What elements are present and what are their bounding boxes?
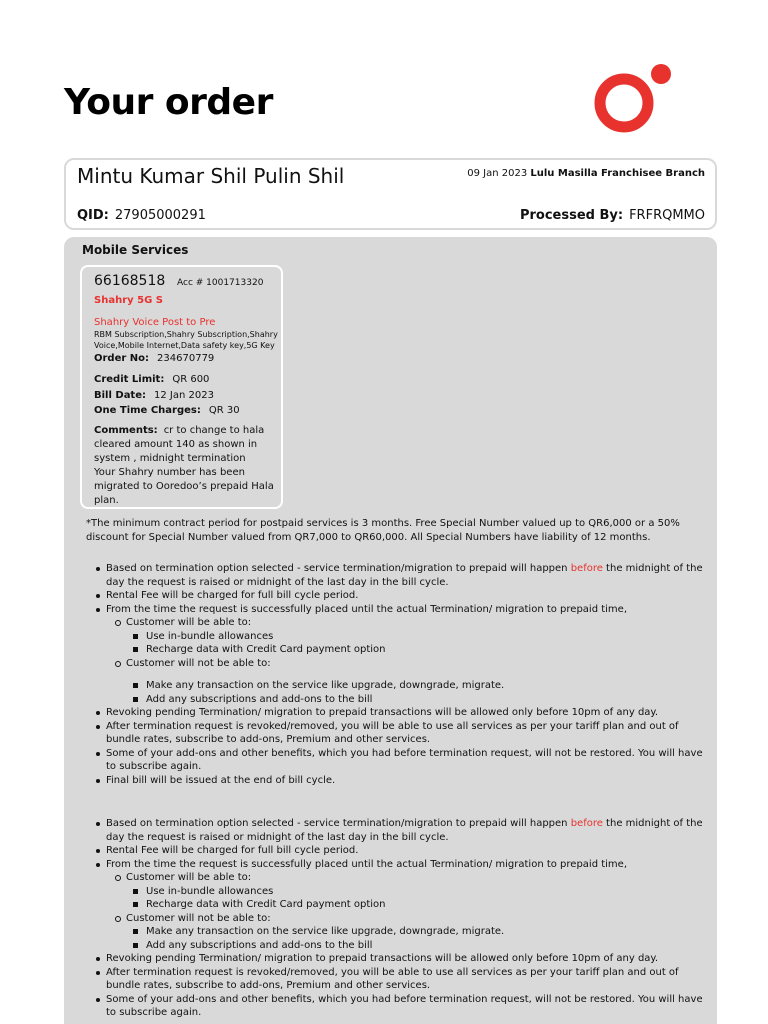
credit-limit <box>94 374 209 385</box>
bill-date <box>94 390 214 401</box>
list-item: From the time the request is successfully placed until the actual Termination/ migration to prepaid time, <box>86 603 706 617</box>
list-item: Final bill will be issued at the end of bill cycle. <box>86 774 706 788</box>
services-title: Mobile Services <box>82 243 189 257</box>
order-number <box>94 353 214 364</box>
list-item: Use in-bundle allowances <box>86 630 706 644</box>
credit-value: QR 600 <box>172 374 210 385</box>
processed-by <box>520 208 705 223</box>
list-item: After termination request is revoked/removed, you will be able to use all services as per your tariff plan and out of bundle rates, subscribe to add-ons, Premium and other services. <box>86 966 706 993</box>
list-item: Customer will be able to: <box>86 871 706 885</box>
plan-name: Shahry 5G S <box>94 295 163 306</box>
bill-value: 12 Jan 2023 <box>154 390 214 401</box>
list-item: Revoking pending Termination/ migration to prepaid transactions will be allowed only before 10pm of any day. <box>86 706 706 720</box>
list-item: After termination request is revoked/removed, you will be able to use all services as per your tariff plan and out of bundle rates, subscribe to add-ons, Premium and other services. <box>86 720 706 747</box>
list-item: Add any subscriptions and add-ons to the bill <box>86 693 706 707</box>
otc-value: QR 30 <box>208 405 240 416</box>
list-item: Recharge data with Credit Card payment option <box>86 643 706 657</box>
disclaimer: *The minimum contract period for postpaid services is 3 months. Free Special Number valued up to QR6,000 or a 50% discount for Special Number valued from QR7,000 to QR60,000. All Special Numbers have liability of 12 months. <box>86 518 680 543</box>
list-item: Recharge data with Credit Card payment option <box>86 898 706 912</box>
list-item: Rental Fee will be charged for full bill cycle period. <box>86 844 706 858</box>
order-date: 09 Jan 2023 <box>467 168 528 179</box>
terms-list-1 <box>86 562 706 787</box>
list-item: Some of your add-ons and other benefits, which you had before termination request, will not be restored. You will have to subscribe again. <box>86 747 706 774</box>
list-item: Add any subscriptions and add-ons to the bill <box>86 939 706 953</box>
credit-label: Credit Limit: <box>94 374 165 385</box>
comments <box>94 424 282 508</box>
qid-label: QID: <box>77 208 109 223</box>
comments-text-2: Your Shahry number has been migrated to Ooredoo’s prepaid Hala plan. <box>94 467 274 506</box>
one-time-charges <box>94 405 240 416</box>
list-item: Make any transaction on the service like upgrade, downgrade, migrate. <box>86 679 706 693</box>
qid-value: 27905000291 <box>114 208 206 223</box>
terms-list-2 <box>86 817 706 1020</box>
list-item: Make any transaction on the service like upgrade, downgrade, migrate. <box>86 925 706 939</box>
otc-label: One Time Charges: <box>94 405 201 416</box>
comments-label: Comments: <box>94 425 158 436</box>
ooredoo-logo-icon <box>594 62 676 134</box>
list-item: Customer will be able to: <box>86 616 706 630</box>
service-number: 66168518 <box>94 273 166 289</box>
list-item: Customer will not be able to: <box>86 657 706 671</box>
qid <box>77 208 206 223</box>
order-label: Order No: <box>94 353 150 364</box>
subscriptions-list: RBM Subscription,Shahry Subscription,Shahry Voice,Mobile Internet,Data safety key,5G Key <box>94 330 278 350</box>
processed-value: FRFRQMMO <box>629 208 705 223</box>
bill-label: Bill Date: <box>94 390 146 401</box>
processed-label: Processed By: <box>519 208 624 223</box>
service-card[interactable] <box>80 265 283 509</box>
order-value: 234670779 <box>157 353 215 364</box>
plan-change: Shahry Voice Post to Pre <box>94 317 216 328</box>
mobile-services-section <box>64 237 717 1024</box>
comments-text: cr to change to hala cleared amount 140 as shown in system , midnight termination <box>94 425 265 464</box>
list-item: From the time the request is successfully placed until the actual Termination/ migration to prepaid time, <box>86 858 706 872</box>
list-item: Based on termination option selected - service termination/migration to prepaid will happen before the midnight of the day the request is raised or midnight of the last day in the bill cycle. <box>86 817 706 844</box>
list-item: Customer will not be able to: <box>86 912 706 926</box>
list-item: Rental Fee will be charged for full bill cycle period. <box>86 589 706 603</box>
order-date-branch <box>467 168 705 179</box>
account-number: Acc # 1001713320 <box>177 278 264 288</box>
customer-header-card <box>64 158 717 230</box>
list-item: Revoking pending Termination/ migration to prepaid transactions will be allowed only before 10pm of any day. <box>86 952 706 966</box>
list-item: Based on termination option selected - service termination/migration to prepaid will happen before the midnight of the day the request is raised or midnight of the last day in the bill cycle. <box>86 562 706 589</box>
branch-name: Lulu Masilla Franchisee Branch <box>530 168 705 179</box>
customer-name: Mintu Kumar Shil Pulin Shil <box>77 164 345 188</box>
list-item: Some of your add-ons and other benefits, which you had before termination request, will not be restored. You will have to subscribe again. <box>86 993 706 1020</box>
page-title: Your order <box>64 82 273 123</box>
list-item: Use in-bundle allowances <box>86 885 706 899</box>
